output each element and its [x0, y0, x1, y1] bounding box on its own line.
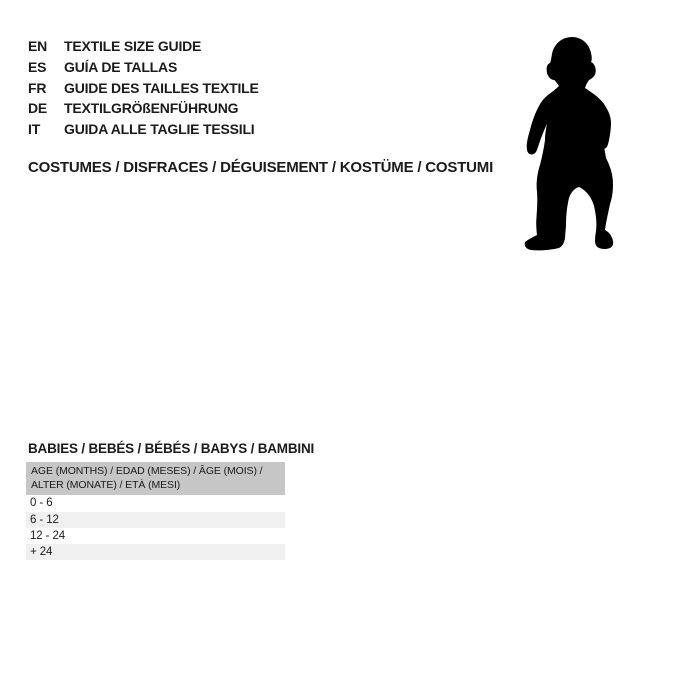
- list-item: [28, 77, 259, 98]
- table-row: 0 - 6: [30, 497, 53, 510]
- list-item: [28, 36, 259, 57]
- language-code: FR: [28, 79, 47, 96]
- list-item: [28, 98, 259, 119]
- table-header-line2: ALTER (MONATE) / ETÀ (MESI): [31, 479, 181, 492]
- language-code: ES: [28, 59, 47, 76]
- size-chart-section-title: BABIES / BEBÉS / BÉBÉS / BABYS / BAMBINI: [28, 441, 315, 456]
- list-item: [28, 57, 259, 78]
- baby-silhouette-icon: [523, 36, 643, 258]
- table-header-line1: AGE (MONTHS) / EDAD (MESES) / ÂGE (MOIS) /: [31, 465, 263, 477]
- language-code: DE: [28, 100, 48, 117]
- list-item: [28, 119, 259, 140]
- category-title: COSTUMES / DISFRACES / DÉGUISEMENT / KOSTÜME / COSTUMI: [28, 159, 494, 176]
- language-label: GUIDE DES TAILLES TEXTILE: [64, 79, 259, 96]
- language-label: TEXTILGRÖßENFÜHRUNG: [64, 100, 239, 117]
- language-code: IT: [28, 121, 41, 138]
- language-label: TEXTILE SIZE GUIDE: [64, 38, 202, 55]
- baby-silhouette-image: [523, 36, 643, 258]
- language-label: GUIDA ALLE TAGLIE TESSILI: [64, 121, 255, 138]
- language-code: EN: [28, 38, 48, 55]
- table-row: + 24: [26, 544, 285, 560]
- table-row: 6 - 12: [26, 512, 285, 528]
- table-row: 12 - 24: [30, 529, 66, 542]
- size-chart-table: [26, 462, 285, 560]
- language-guide-list: [28, 36, 259, 139]
- table-header: [26, 462, 285, 495]
- language-label: GUÍA DE TALLAS: [64, 59, 178, 76]
